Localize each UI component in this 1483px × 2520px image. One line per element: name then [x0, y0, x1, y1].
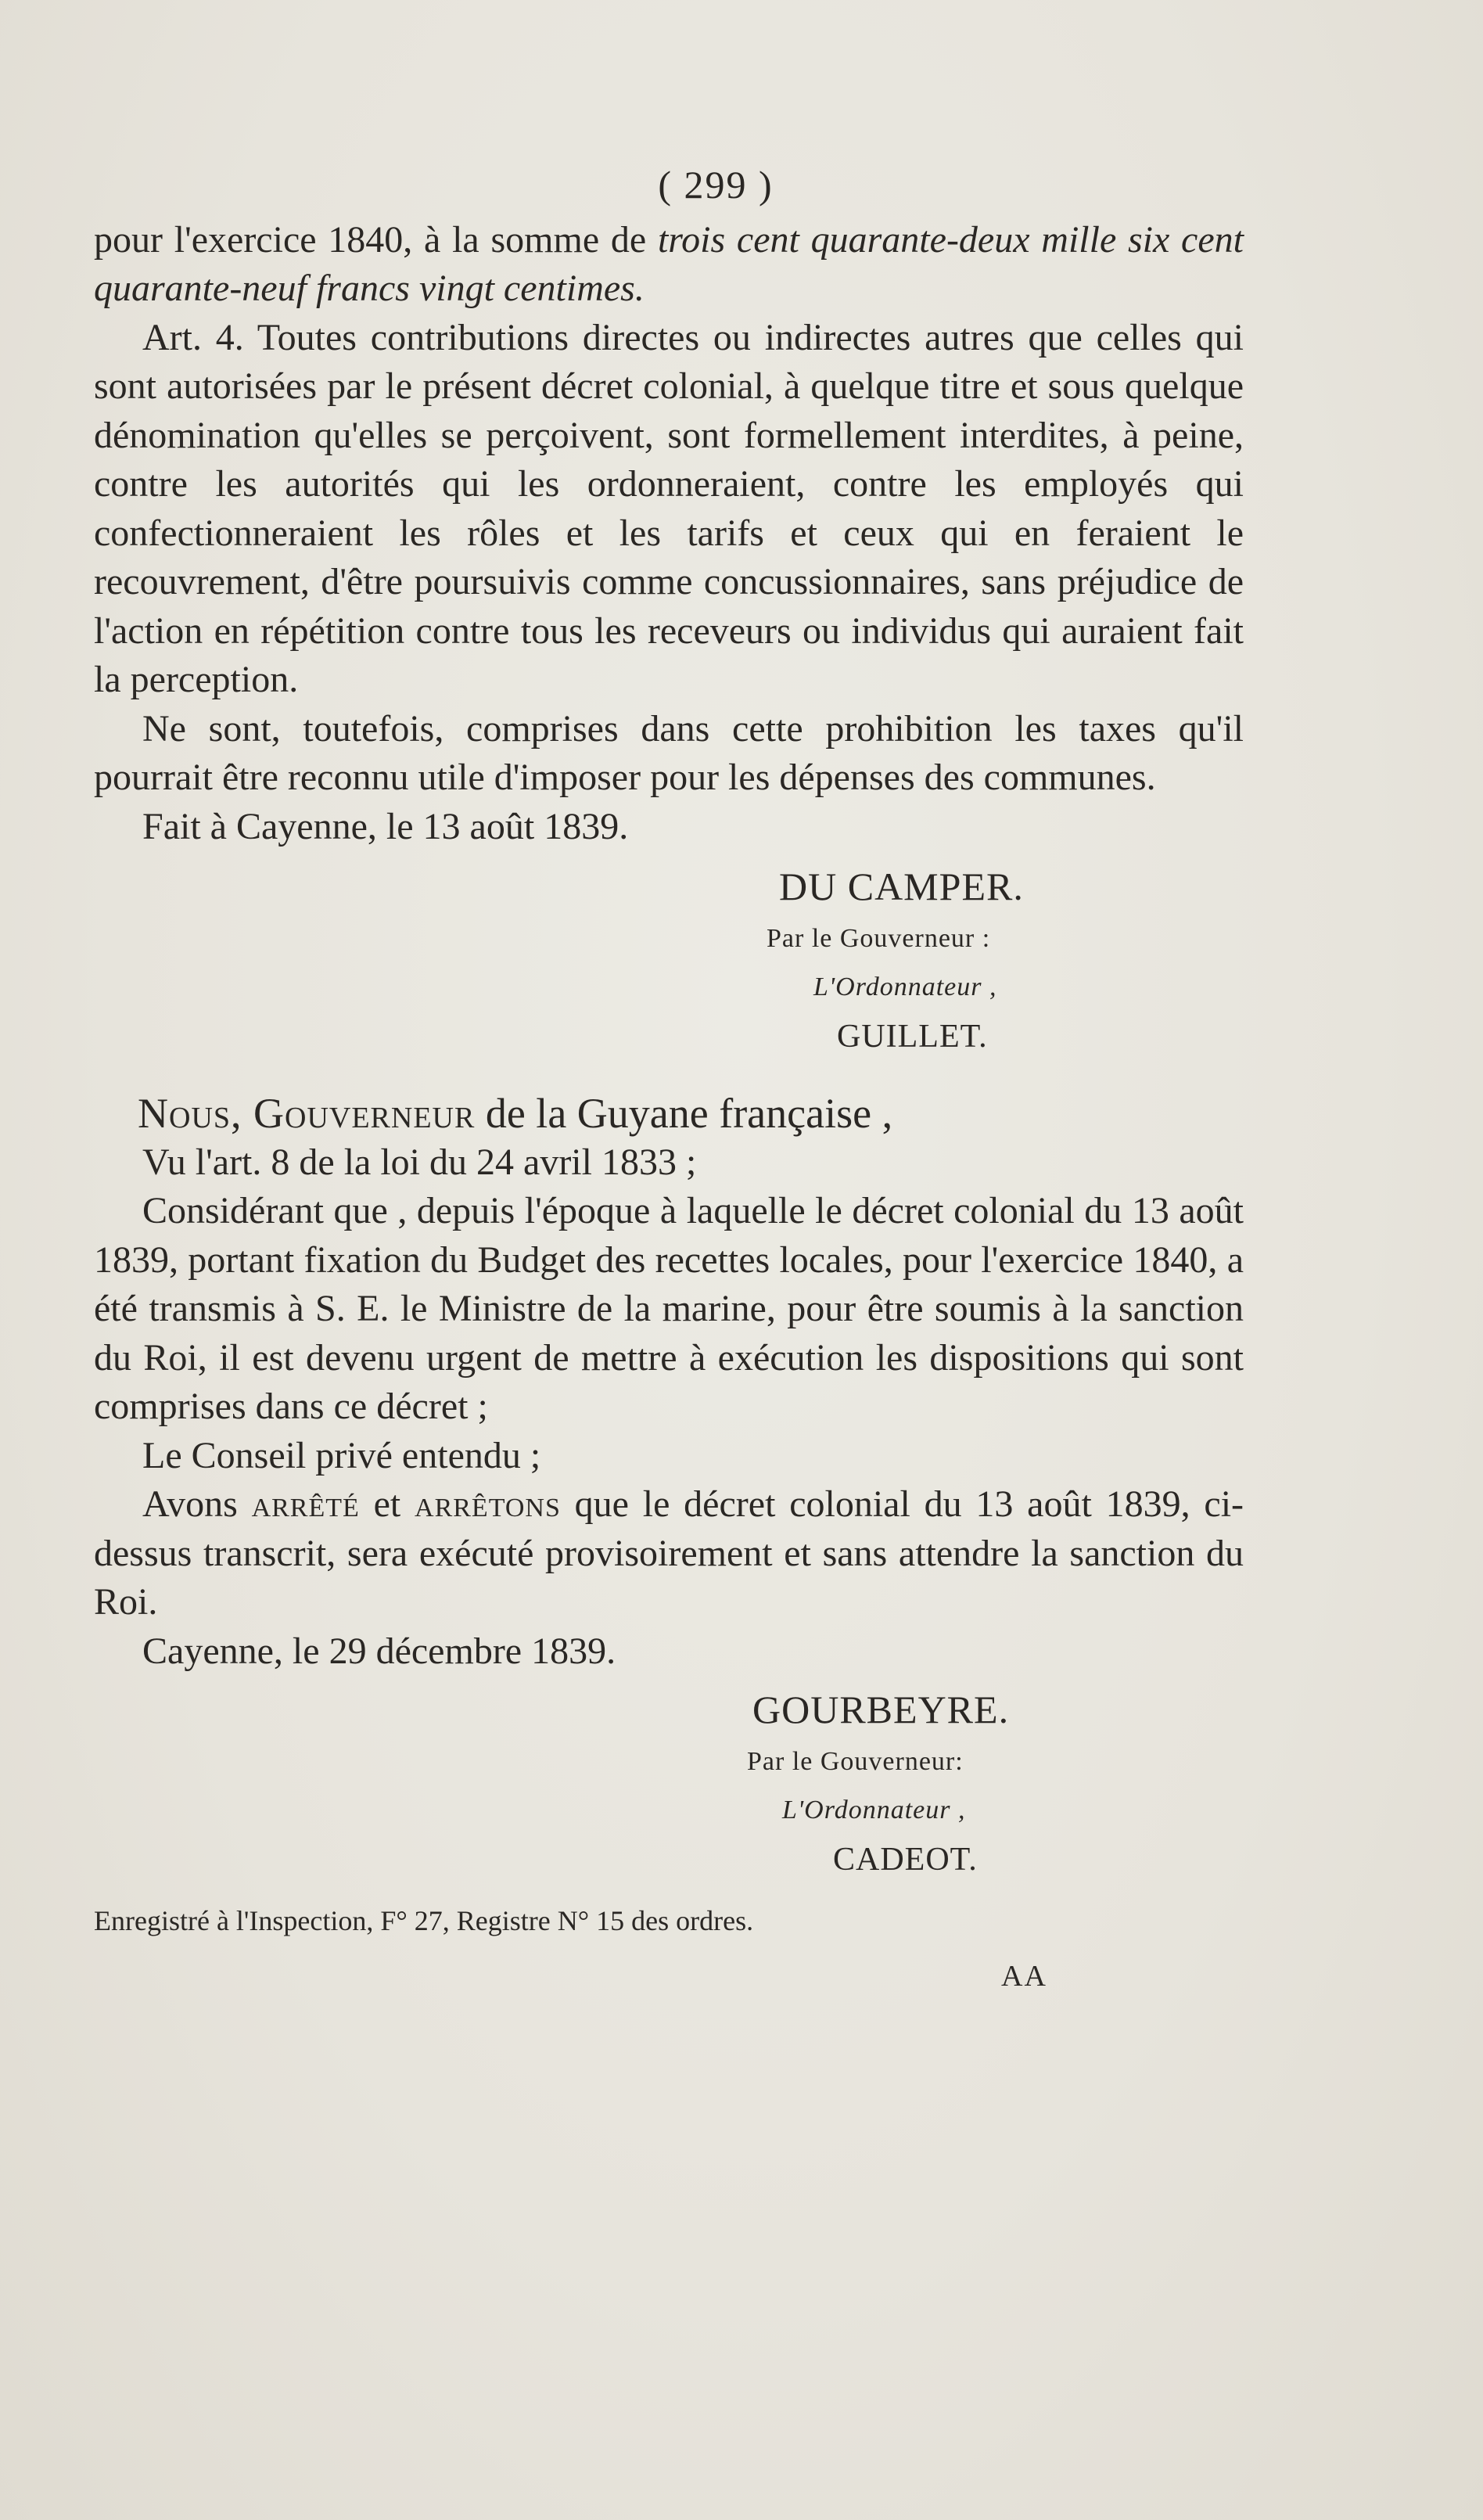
paragraph-prohibition: Ne sont, toutefois, comprises dans cette prohibition les taxes qu'il pourrait être reconnu utile d'imposer pour les dépenses des communes. — [94, 707, 1244, 798]
signature-name-2: GOURBEYRE. — [752, 1688, 1010, 1731]
paragraph-exercise — [94, 216, 1244, 314]
page-number: ( 299 ) — [658, 163, 774, 207]
paragraph-date-2: Cayenne, le 29 décembre 1839. — [142, 1630, 616, 1672]
signature-by-1: Par le Gouverneur : — [767, 923, 991, 953]
paragraph-vu: Vu l'art. 8 de la loi du 24 avril 1833 ; — [142, 1141, 697, 1183]
exercise-amount: trois cent quarante-deux mille six cent quarante-neuf francs vingt centimes. — [94, 218, 1244, 309]
document-body — [94, 160, 1244, 2001]
avons-arrete: arrêté — [251, 1483, 360, 1525]
decree-opening — [138, 1089, 1244, 1138]
signature-role-2: L'Ordonnateur , — [782, 1796, 966, 1824]
signature-official-1: GUILLET. — [837, 1018, 988, 1055]
signature-name-1: DU CAMPER. — [779, 865, 1024, 908]
exercise-text: pour l'exercice 1840, à la somme de — [94, 218, 658, 261]
decree-opening-title: Nous, Gouverneur — [138, 1090, 476, 1137]
registration-note: Enregistré à l'Inspection, F° 27, Registre N° 15 des ordres. — [94, 1905, 754, 1936]
paragraph-avons — [94, 1480, 1244, 1627]
avons-text: Avons — [142, 1483, 252, 1525]
paragraph-date-1: Fait à Cayenne, le 13 août 1839. — [142, 805, 629, 847]
signature-official-2: CADEOT. — [833, 1841, 978, 1878]
avons-et: et — [359, 1483, 415, 1525]
signature-by-2: Par le Gouverneur: — [747, 1746, 964, 1776]
avons-arretons: arrêtons — [415, 1483, 561, 1525]
signature-role-1: L'Ordonnateur , — [813, 972, 997, 1001]
avons-rest: que le décret colonial du 13 août 1839, ci-dessus transcrit, sera exécuté provisoirement et sans attendre la sanction du Roi. — [94, 1483, 1244, 1623]
signature-mark: AA — [1001, 1959, 1047, 1993]
paragraph-article-4: Art. 4. Toutes contributions directes ou indirectes autres que celles qui sont autorisées par le présent décret colonial, à quelque titre et sous quelque dénomination qu'elles se perçoivent, sont formellement interdites, à peine, contre les autorités qui les ordonneraient, contre les employés qui confectionneraient les rôles et les tarifs et ceux qui en feraient le recouvrement, d'être poursuivis comme concussionnaires, sans préjudice de l'action en répétition contre tous les receveurs ou individus qui auraient fait la perception. — [94, 316, 1244, 700]
section-spacer — [94, 1061, 1244, 1089]
decree-opening-rest: de la Guyane française , — [475, 1090, 893, 1137]
paragraph-conseil: Le Conseil privé entendu ; — [142, 1434, 541, 1476]
paragraph-considerant: Considérant que , depuis l'époque à laquelle le décret colonial du 13 août 1839, portant fixation du Budget des recettes locales, pour l'exercice 1840, a été transmis à S. E. le Ministre de la marine, pour être soumis à la sanction du Roi, il est devenu urgent de mettre à exécution les dispositions qui sont comprises dans ce décret ; — [94, 1190, 1244, 1427]
